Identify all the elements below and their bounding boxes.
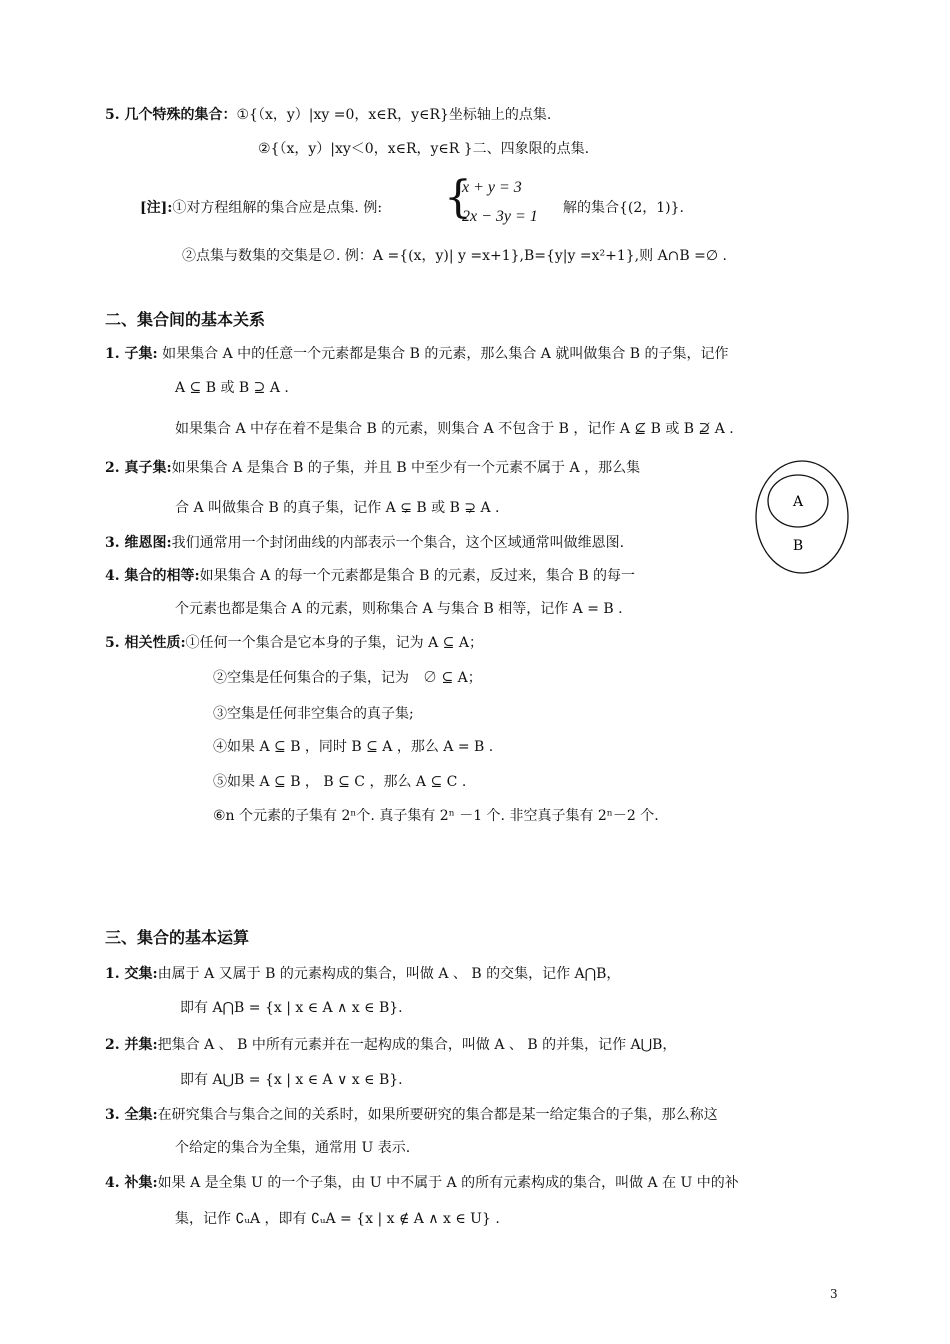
s1-note-line2: ②点集与数集的交集是∅. 例：A ={(x，y)| y =x+1},B={y|y =x²+1},则 A∩B =∅ . [182, 248, 727, 264]
s3-item4 [105, 1173, 739, 1193]
page-number: 3 [830, 1287, 838, 1301]
s2-item4-line2: 个元素也都是集合 A 的元素，则称集合 A 与集合 B 相等，记作 A = B . [175, 601, 623, 617]
s3-item3-label: 3. 全集: [105, 1107, 158, 1123]
venn-inner-label: A [792, 494, 804, 510]
s3-item4-line2: 集，记作 ∁ᵤA ，即有 ∁ᵤA = {x | x ∉ A ∧ x ∈ U} . [175, 1211, 500, 1227]
s1-note-label: [注]: [140, 200, 173, 216]
s2-item1-label: 1. 子集: [105, 346, 158, 362]
s3-item2-line1: 把集合 A 、 B 中所有元素并在一起构成的集合，叫做 A 、 B 的并集，记作 A⋃B， [157, 1037, 677, 1053]
s1-item5-line2: ②{（x，y）|xy＜0，x∈R，y∈R }二、四象限的点集. [258, 141, 590, 157]
s3-item3 [105, 1105, 718, 1125]
s3-item1-line1: 由属于 A 又属于 B 的元素构成的集合，叫做 A 、 B 的交集，记作 A⋂B， [157, 966, 621, 982]
venn-outer-circle [756, 461, 848, 573]
s1-note-line1-pre: ①对方程组解的集合应是点集. 例: [172, 200, 383, 216]
s1-item5-label: 5. 几个特殊的集合： [105, 107, 237, 123]
equation-1: x + y = 3 [462, 179, 522, 196]
s3-heading: 三、集合的基本运算 [105, 928, 250, 947]
s2-item1 [105, 344, 729, 364]
s2-item5 [105, 633, 483, 653]
s1-item5 [105, 105, 551, 125]
s1-item5-line1: ①{（x，y）|xy =0，x∈R，y∈R}坐标轴上的点集. [236, 107, 552, 123]
s2-item2-line1: 如果集合 A 是集合 B 的子集，并且 B 中至少有一个元素不属于 A ，那么集 [171, 460, 641, 476]
s2-item1-line3: 如果集合 A 中存在着不是集合 B 的元素，则集合 A 不包含于 B ，记作 A ⊈ B 或 B ⊉ A . [175, 421, 734, 437]
s3-item4-line1: 如果 A 是全集 U 的一个子集，由 U 中不属于 A 的所有元素构成的集合，叫做 A 在 U 中的补 [157, 1175, 739, 1191]
s2-item1-line2: A ⊆ B 或 B ⊇ A . [175, 380, 289, 396]
s3-item2-line2: 即有 A⋃B = {x | x ∈ A ∨ x ∈ B}. [180, 1072, 403, 1088]
s2-item3-label: 3. 维恩图: [105, 535, 172, 551]
s2-item1-line1: 如果集合 A 中的任意一个元素都是集合 B 的元素，那么集合 A 就叫做集合 B 的子集，记作 [162, 346, 729, 362]
s3-item2 [105, 1035, 676, 1055]
s3-item3-line2: 个给定的集合为全集，通常用 U 表示. [175, 1140, 411, 1156]
equation-brace: { [444, 172, 472, 223]
equation-2: 2x − 3y = 1 [462, 208, 538, 225]
s2-item4-line1: 如果集合 A 的每一个元素都是集合 B 的元素，反过来，集合 B 的每一 [199, 568, 636, 584]
s2-item5-p1: ①任何一个集合是它本身的子集，记为 A ⊆ A； [185, 635, 483, 651]
s3-item3-line1: 在研究集合与集合之间的关系时，如果所要研究的集合都是某一给定集合的子集，那么称这 [157, 1107, 718, 1123]
s2-item2 [105, 458, 640, 478]
s3-item1-line2: 即有 A⋂B = {x | x ∈ A ∧ x ∈ B}. [180, 1000, 403, 1016]
s3-item1-label: 1. 交集: [105, 966, 158, 982]
s2-item2-label: 2. 真子集: [105, 460, 172, 476]
s2-item5-p5: ⑤如果 A ⊆ B ， B ⊆ C ，那么 A ⊆ C . [213, 774, 467, 790]
s2-item5-p6: ⑥n 个元素的子集有 2ⁿ个. 真子集有 2ⁿ －1 个. 非空真子集有 2ⁿ－2 个. [213, 808, 659, 824]
venn-outer-label: B [792, 538, 804, 554]
s2-item5-label: 5. 相关性质: [105, 635, 186, 651]
s2-item3 [105, 533, 624, 553]
s2-item5-p2: ②空集是任何集合的子集，记为 ∅ ⊆ A； [213, 670, 482, 686]
s2-item4-label: 4. 集合的相等: [105, 568, 200, 584]
s3-item1 [105, 964, 620, 984]
s3-item2-label: 2. 并集: [105, 1037, 158, 1053]
venn-diagram [754, 459, 850, 575]
s2-item4 [105, 566, 635, 586]
s2-item2-line2: 合 A 叫做集合 B 的真子集，记作 A ⊊ B 或 B ⊋ A . [175, 500, 500, 516]
s2-item3-line1: 我们通常用一个封闭曲线的内部表示一个集合，这个区域通常叫做维恩图. [171, 535, 625, 551]
s3-item4-label: 4. 补集: [105, 1175, 158, 1191]
s2-item5-p4: ④如果 A ⊆ B ，同时 B ⊆ A ，那么 A = B . [213, 739, 494, 755]
s2-heading: 二、集合间的基本关系 [105, 310, 266, 329]
s1-note-line1-post: 解的集合{(2，1)}. [563, 200, 685, 216]
s1-note [140, 198, 382, 218]
s2-item5-p3: ③空集是任何非空集合的真子集; [213, 706, 414, 722]
